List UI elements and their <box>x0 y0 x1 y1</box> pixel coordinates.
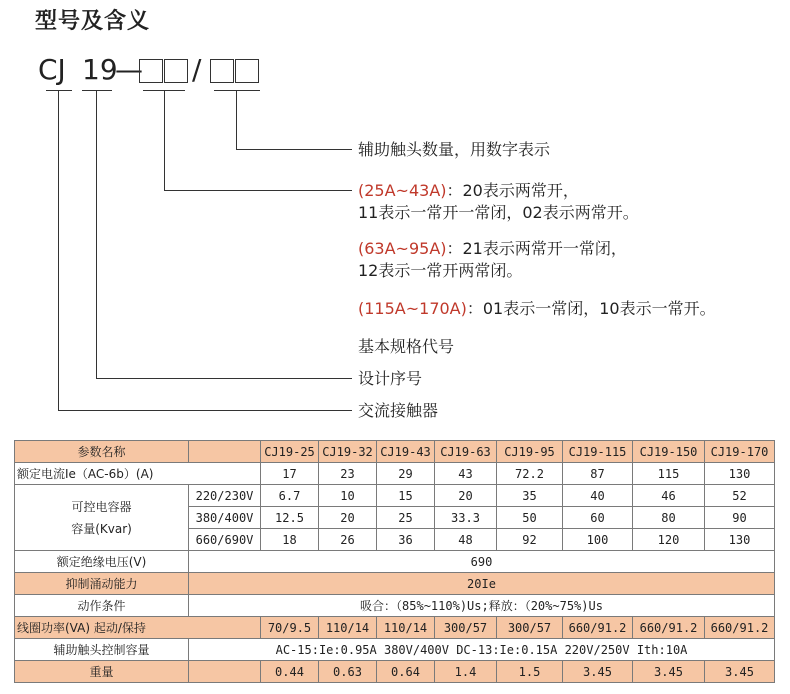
row-label: 重量 <box>15 661 189 683</box>
table-cell: 100 <box>563 529 633 551</box>
desc-base-spec: 基本规格代号 <box>358 337 455 356</box>
table-cell: 6.7 <box>261 485 319 507</box>
row-label: 额定绝缘电压(V) <box>15 551 189 573</box>
header-model: CJ19-115 <box>563 441 633 463</box>
table-cell: 0.64 <box>377 661 435 683</box>
table-cell <box>189 661 261 683</box>
table-row <box>15 463 775 485</box>
table-cell: 660/91.2 <box>563 617 633 639</box>
voltage-cell: 380/400V <box>189 507 261 529</box>
header-model: CJ19-43 <box>377 441 435 463</box>
table-cell: 60 <box>563 507 633 529</box>
desc-range1 <box>358 180 639 224</box>
desc-range3 <box>358 298 716 320</box>
page-title: 型号及含义 <box>35 9 151 34</box>
header-model: CJ19-25 <box>261 441 319 463</box>
capacitor-label-b: 容量(Kvar) <box>71 521 132 536</box>
table-cell: 3.45 <box>563 661 633 683</box>
table-cell: 1.4 <box>435 661 497 683</box>
voltage-cell: 220/230V <box>189 485 261 507</box>
header-label: 参数名称 <box>15 441 189 463</box>
table-cell: 10 <box>319 485 377 507</box>
table-cell: 87 <box>563 463 633 485</box>
table-row <box>15 595 775 617</box>
table-cell: 25 <box>377 507 435 529</box>
voltage-cell: 660/690V <box>189 529 261 551</box>
range2-label: (63A~95A) <box>358 239 447 258</box>
range2-text-a: ：21表示两常开一常闭， <box>446 239 627 258</box>
table-cell: 20 <box>319 507 377 529</box>
table-header-row <box>15 441 775 463</box>
code-box-2 <box>164 59 188 83</box>
range1-label: (25A~43A) <box>358 181 447 200</box>
model-slash: / <box>192 53 202 86</box>
table-row <box>15 661 775 683</box>
spec-table <box>14 440 775 683</box>
row-label: 线圈功率(VA) 起动/保持 <box>15 617 261 639</box>
table-cell: 29 <box>377 463 435 485</box>
desc-design-no: 设计序号 <box>358 369 423 388</box>
code-box-1 <box>139 59 163 83</box>
row-label: 动作条件 <box>15 595 189 617</box>
row-label: 额定电流Ie（AC-6b）(A) <box>15 463 261 485</box>
code-box-3 <box>210 59 234 83</box>
table-cell: 23 <box>319 463 377 485</box>
table-cell: 15 <box>377 485 435 507</box>
table-row <box>15 573 775 595</box>
header-model: CJ19-32 <box>319 441 377 463</box>
capacitor-label <box>15 485 189 551</box>
table-cell: 46 <box>633 485 705 507</box>
header-model: CJ19-150 <box>633 441 705 463</box>
range3-text-a: ：01表示一常闭，10表示一常开。 <box>466 299 716 318</box>
table-cell: 40 <box>563 485 633 507</box>
header-model: CJ19-95 <box>497 441 563 463</box>
table-cell: 33.3 <box>435 507 497 529</box>
table-row <box>15 639 775 661</box>
table-cell: 660/91.2 <box>633 617 705 639</box>
table-cell: 3.45 <box>633 661 705 683</box>
header-blank <box>189 441 261 463</box>
code-box-4 <box>235 59 259 83</box>
range1-text-a: ：20表示两常开， <box>446 181 579 200</box>
table-cell: 115 <box>633 463 705 485</box>
table-cell: 80 <box>633 507 705 529</box>
table-cell: 70/9.5 <box>261 617 319 639</box>
row-label: 辅助触头控制容量 <box>15 639 189 661</box>
table-cell: 130 <box>705 463 775 485</box>
model-number: 19 <box>82 53 118 86</box>
model-prefix: CJ <box>38 53 66 86</box>
table-cell: 18 <box>261 529 319 551</box>
table-cell: 90 <box>705 507 775 529</box>
table-cell: 50 <box>497 507 563 529</box>
capacitor-label-a: 可控电容器 <box>71 499 132 514</box>
table-cell: 0.63 <box>319 661 377 683</box>
table-cell: 110/14 <box>377 617 435 639</box>
desc-range2 <box>358 238 627 282</box>
table-cell: 35 <box>497 485 563 507</box>
table-cell: 1.5 <box>497 661 563 683</box>
table-cell: 0.44 <box>261 661 319 683</box>
table-cell: 吸合：（85%~110%)Us;释放：（20%~75%)Us <box>189 595 775 617</box>
table-row <box>15 485 775 507</box>
table-cell: 300/57 <box>497 617 563 639</box>
table-cell: 17 <box>261 463 319 485</box>
table-cell: 72.2 <box>497 463 563 485</box>
table-cell: 690 <box>189 551 775 573</box>
table-cell: 20 <box>435 485 497 507</box>
table-cell: 36 <box>377 529 435 551</box>
table-cell: 120 <box>633 529 705 551</box>
range2-text-b: 12表示一常开两常闭。 <box>358 261 523 280</box>
table-cell: 48 <box>435 529 497 551</box>
table-row <box>15 551 775 573</box>
table-cell: 130 <box>705 529 775 551</box>
range1-text-b: 11表示一常开一常闭，02表示两常开。 <box>358 203 639 222</box>
range3-label: (115A~170A) <box>358 299 467 318</box>
table-cell: 12.5 <box>261 507 319 529</box>
table-cell: 43 <box>435 463 497 485</box>
table-cell: 20Ie <box>189 573 775 595</box>
table-cell: 3.45 <box>705 661 775 683</box>
table-cell: 110/14 <box>319 617 377 639</box>
header-model: CJ19-63 <box>435 441 497 463</box>
table-cell: 300/57 <box>435 617 497 639</box>
table-cell: 660/91.2 <box>705 617 775 639</box>
table-cell: 52 <box>705 485 775 507</box>
desc-aux-count: 辅助触头数量，用数字表示 <box>358 140 551 159</box>
table-cell: AC-15:Ie:0.95A 380V/400V DC-13:Ie:0.15A 220V/250V Ith:10A <box>189 639 775 661</box>
desc-contactor: 交流接触器 <box>358 401 439 420</box>
model-dash: — <box>115 53 143 86</box>
header-model: CJ19-170 <box>705 441 775 463</box>
table-row <box>15 617 775 639</box>
row-label: 抑制涌动能力 <box>15 573 189 595</box>
table-cell: 26 <box>319 529 377 551</box>
table-cell: 92 <box>497 529 563 551</box>
